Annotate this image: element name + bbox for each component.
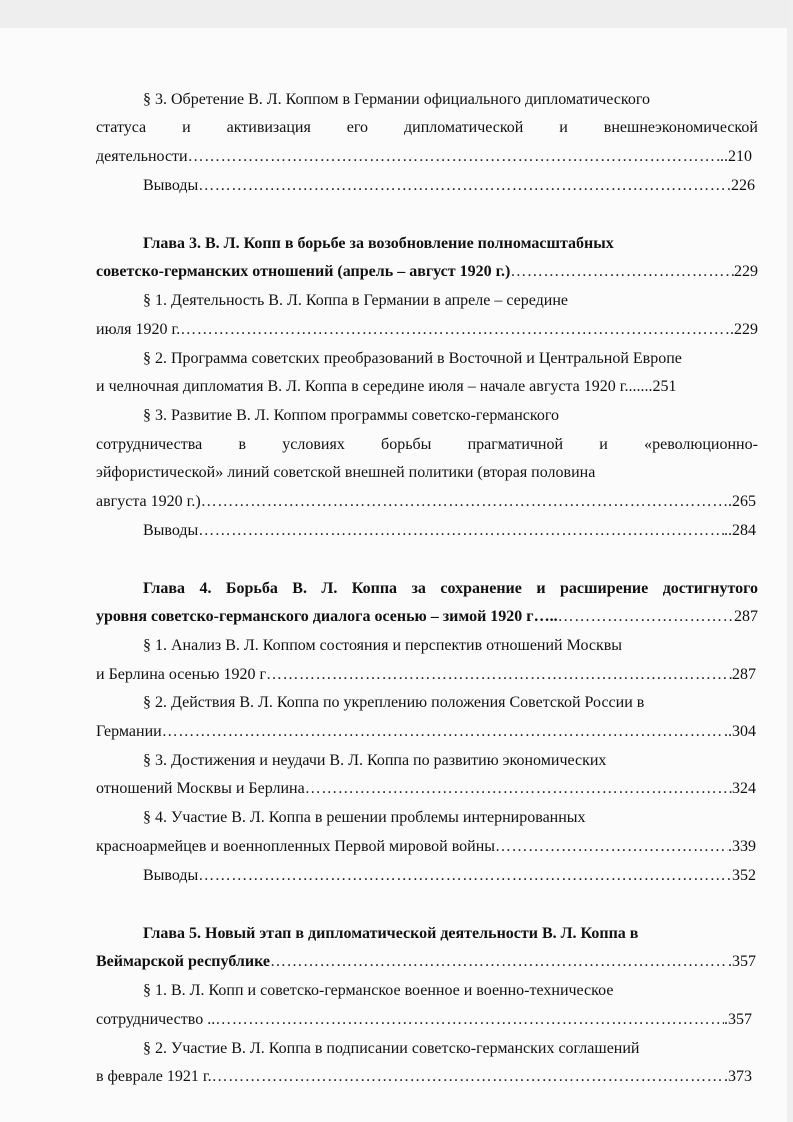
page-number: 229 — [734, 263, 758, 280]
leader-dots — [558, 606, 734, 628]
page-number: ..284 — [724, 522, 756, 539]
leader-dots — [215, 1009, 724, 1031]
leader-dots — [188, 146, 720, 168]
toc-entry-ch5-s1-line1: § 1. В. Л. Копп и советско-германское военное и военно-техническое — [143, 982, 614, 999]
leader-dots — [510, 261, 734, 283]
toc-entry-ch4-s3-line2: отношений Москвы и Берлина ……………………………………………………………………………………………………………………………………………………………………………………………………… 324 — [96, 778, 756, 800]
toc-entry-ch5-s2-line1: § 2. Участие В. Л. Коппа в подписании советско-германских соглашений — [143, 1040, 640, 1057]
toc-entry-ch4-s4-line2: красноармейцев и военнопленных Первой мировой войны ……………………………………………………………………………………………………………………………………………………………………………………………………… .339 — [96, 836, 756, 858]
toc-chapter3-heading-line1: Глава 3. В. Л. Копп в борьбе за возобновление полномасштабных — [143, 235, 614, 252]
page-number: 352 — [732, 867, 756, 884]
page-number: .357 — [724, 1011, 752, 1028]
page-number: ..304 — [724, 723, 756, 740]
toc-entry-ch2-s3-line3: деятельности ……………………………………………………………………………………………………………………………………………………………………………………………………… ..210 — [96, 146, 752, 168]
toc-entry-ch4-s1-line1: § 1. Анализ В. Л. Коппом состояния и перспектив отношений Москвы — [143, 637, 623, 654]
toc-chapter4-heading-line1: Глава 4. Борьба В. Л. Коппа за сохранение и расширение достигнутого — [143, 580, 758, 597]
leader-dots — [198, 175, 731, 197]
page-number: 226 — [731, 177, 755, 194]
toc-entry-ch4-conclusions: Выводы ……………………………………………………………………………………………………………………………………………………………………………………………………… 352 — [143, 865, 756, 887]
leader-dots — [198, 865, 732, 887]
leader-dots — [162, 721, 724, 743]
page-number: .265 — [728, 493, 756, 510]
toc-entry-ch3-s1-line1: § 1. Деятельность В. Л. Коппа в Германии в апреле – середине — [143, 292, 569, 309]
scan-top-edge — [0, 0, 793, 28]
toc-chapter5-heading-line1: Глава 5. Новый этап в дипломатической деятельности В. Л. Коппа в — [143, 925, 639, 942]
toc-chapter5-heading-line2: Веймарской республике ……………………………………………………………………………………………………………………………………………………………………………………………………… .357 — [96, 951, 756, 973]
toc-chapter4-heading-line2: уровня советско-германского диалога осенью – зимой 1920 г….. ……………………………………………………………………………………………………………………………………………………………………………………………………… 287 — [96, 606, 758, 628]
toc-entry-ch3-s3-line3: эйфористической» линий советской внешней политики (вторая половина — [96, 464, 596, 481]
toc-entry-ch4-s2-line1: § 2. Действия В. Л. Коппа по укреплению положения Советской России в — [143, 694, 645, 711]
toc-entry-ch3-s3-line2: сотрудничества в условиях борьбы прагматичной и «революционно- — [96, 436, 758, 453]
toc-entry-ch3-s3-line1: § 3. Развитие В. Л. Коппом программы советско-германского — [143, 407, 560, 424]
toc-entry-ch2-s3-line2: статуса и активизация его дипломатической и внешнеэкономической — [96, 119, 758, 136]
leader-dots — [495, 836, 728, 858]
toc-entry-ch3-s3-line4: августа 1920 г.) ……………………………………………………………………………………………………………………………………………………………………………………………………… .265 — [96, 491, 756, 513]
page-number: 287 — [734, 608, 758, 625]
leader-dots — [305, 778, 732, 800]
page-number: .357 — [728, 953, 756, 970]
toc-entry-ch3-s1-line2: июля 1920 г. ……………………………………………………………………………………………………………………………………………………………………………………………………… .229 — [96, 319, 758, 341]
toc-entry-ch2-conclusions: Выводы ……………………………………………………………………………………………………………………………………………………………………………………………………… 226 — [143, 175, 755, 197]
page-number: 287 — [732, 666, 756, 683]
page-number: .229 — [730, 321, 758, 338]
toc-entry-ch3-s2-line1: § 2. Программа советских преобразований в Восточной и Центральной Европе — [143, 350, 682, 367]
leader-dots — [201, 491, 728, 513]
leader-dots — [180, 319, 730, 341]
toc-entry-ch3-s2-line2: и челночная дипломатия В. Л. Коппа в середине июля – начале августа 1920 г.......251 — [96, 378, 677, 395]
page-number: ..210 — [720, 148, 752, 165]
toc-entry-ch3-conclusions: Выводы ……………………………………………………………………………………………………………………………………………………………………………………………………… ..284 — [143, 520, 756, 542]
toc-entry-ch4-s3-line1: § 3. Достижения и неудачи В. Л. Коппа по развитию экономических — [143, 752, 607, 769]
toc-entry-ch4-s2-line2: Германии ……………………………………………………………………………………………………………………………………………………………………………………………………… ..304 — [96, 721, 756, 743]
toc-entry-ch5-s2-line2: в феврале 1921 г. ……………………………………………………………………………………………………………………………………………………………………………………………………… .373 — [96, 1066, 752, 1088]
toc-entry-ch5-s1-line2: сотрудничество .. ……………………………………………………………………………………………………………………………………………………………………………………………………… .357 — [96, 1009, 752, 1031]
leader-dots — [212, 1066, 724, 1088]
leader-dots — [198, 520, 724, 542]
toc-chapter3-heading-line2: советско-германских отношений (апрель – август 1920 г.) ……………………………………………………………………………………………………………………………………………………………………………………………………… 229 — [96, 261, 758, 283]
toc-entry-ch2-s3-line1: § 3. Обретение В. Л. Коппом в Германии официального дипломатического — [143, 91, 650, 108]
page-number: .373 — [724, 1068, 752, 1085]
toc-entry-ch4-s1-line2: и Берлина осенью 1920 г ……………………………………………………………………………………………………………………………………………………………………………………………………… 287 — [96, 664, 756, 686]
page-number: 324 — [732, 780, 756, 797]
toc-entry-ch4-s4-line1: § 4. Участие В. Л. Коппа в решении проблемы интернированных — [143, 809, 586, 826]
scan-right-edge — [787, 0, 793, 1122]
page-number: .339 — [728, 838, 756, 855]
leader-dots — [266, 664, 732, 686]
leader-dots — [270, 951, 728, 973]
